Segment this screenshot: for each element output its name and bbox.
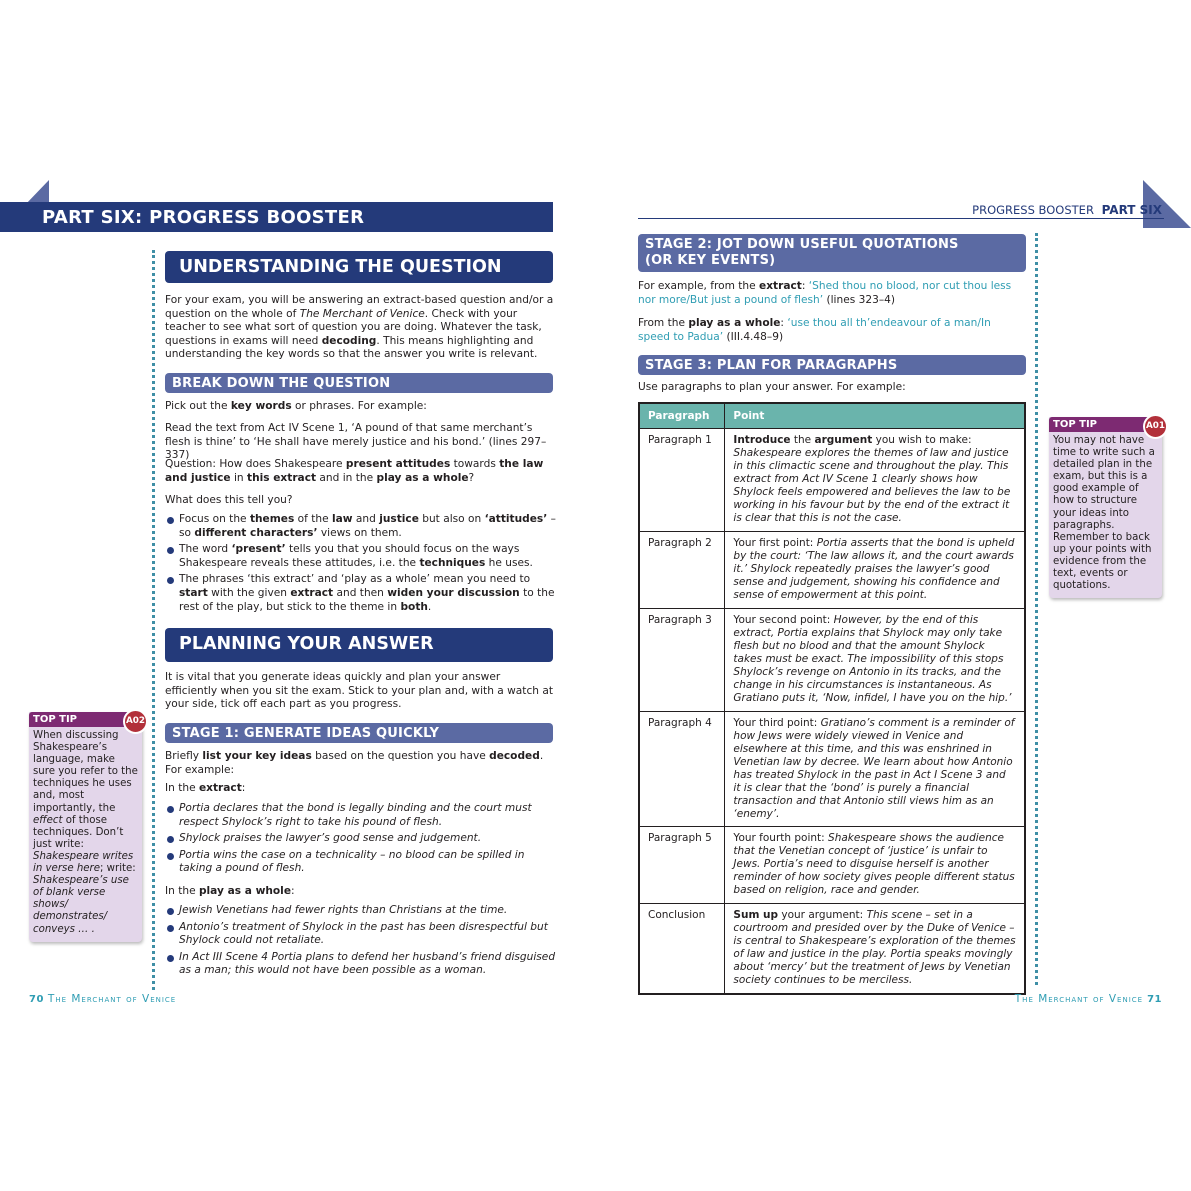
table-row — [639, 904, 1025, 994]
list-item: Portia wins the case on a technicality – no blood can be spilled in taking a pound of flesh. — [165, 849, 557, 876]
footer-left — [29, 993, 176, 1005]
table-row — [639, 712, 1025, 827]
table-header-point: Point — [725, 403, 1025, 429]
footer-book-title: The Merchant of Venice — [1014, 993, 1144, 1005]
table-row — [639, 609, 1025, 712]
list-item: In Act III Scene 4 Portia plans to defend her husband’s friend disguised as a man; this would not have been possible as a woman. — [165, 951, 557, 978]
row-label: Conclusion — [639, 904, 725, 994]
list-item: Portia declares that the bond is legally binding and the court must respect Shylock’s right to take his pound of flesh. — [165, 802, 557, 829]
list-item: The word ‘present’ tells you that you should focus on the ways Shakespeare reveals these attitudes, i.e. the techniques he uses. — [165, 543, 557, 570]
heading-stage-2: STAGE 2: JOT DOWN USEFUL QUOTATIONS (OR KEY EVENTS) — [638, 234, 1026, 272]
table-row — [639, 532, 1025, 609]
stage-1-extract-list — [165, 802, 557, 879]
dotted-rule-left — [152, 250, 155, 990]
page-number: 70 — [29, 994, 44, 1005]
row-label: Paragraph 1 — [639, 429, 725, 532]
dotted-rule-right — [1035, 233, 1038, 985]
stage-1-intro: Briefly list your key ideas based on the question you have decoded. For example: — [165, 750, 544, 776]
row-label: Paragraph 4 — [639, 712, 725, 827]
stage-1-whole-label: In the play as a whole: — [165, 885, 295, 897]
table-header-row — [639, 403, 1025, 429]
row-point: Your second point: However, by the end of this extract, Portia explains that Shylock may only take flesh but no blood and that the amount Shylock takes must be exact. The impossibility of this stops Shylock’s revenge on Antonio in its tracks, and the change in his circumstances is instantaneous. As Gratiano puts it, ‘Now, infidel, I have you on the hip.’ — [725, 609, 1025, 712]
list-item: Focus on the themes of the law and justice but also on ‘attitudes’ – so different characters’ views on them. — [165, 513, 557, 540]
stage-1-whole-list — [165, 904, 557, 981]
heading-break-down: BREAK DOWN THE QUESTION — [165, 373, 553, 393]
break-down-p1: Pick out the key words or phrases. For example: — [165, 400, 427, 412]
list-item: The phrases ‘this extract’ and ‘play as a whole’ mean you need to start with the given extract and then widen your discussion to the rest of the play, but stick to the theme in both. — [165, 573, 557, 614]
row-point: Sum up your argument: This scene – set in a courtroom and presided over by the Duke of Venice – is central to Shakespeare’s exploration of the themes of law and justice in the play. Portia speaks movingly about ‘mercy’ but the treatment of Jews by Venetian society continues to be merciless. — [725, 904, 1025, 994]
heading-planning: PLANNING YOUR ANSWER — [165, 628, 553, 662]
planning-intro: It is vital that you generate ideas quickly and plan your answer efficiently when you sit the exam. Stick to your plan and, with a watch at your side, tick off each part as you progress. — [165, 671, 553, 711]
top-tip-header: TOP TIP A02 — [29, 712, 142, 727]
row-point: Your first point: Portia asserts that the bond is upheld by the court: ‘The law allows it, and the court awards it.’ Shylock repeatedly praises the lawyer’s good sense and judgement, showing his confidence and sense of empowerment at this point. — [725, 532, 1025, 609]
a01-badge-icon: A01 — [1143, 414, 1168, 439]
plan-table — [638, 402, 1026, 995]
footer-right — [900, 993, 1162, 1005]
top-tip-header: TOP TIP A01 — [1049, 417, 1162, 432]
list-item: Shylock praises the lawyer’s good sense and judgement. — [165, 832, 557, 846]
break-down-question: Question: How does Shakespeare present attitudes towards the law and justice in this extract and in the play as a whole? — [165, 458, 544, 484]
table-row — [639, 429, 1025, 532]
list-item: Antonio’s treatment of Shylock in the past has been disrespectful but Shylock could not retaliate. — [165, 921, 557, 948]
stage-1-extract-label: In the extract: — [165, 782, 246, 794]
a02-badge-icon: A02 — [123, 709, 148, 734]
running-head: PROGRESS BOOSTER PART SIX — [972, 203, 1162, 217]
heading-understanding: UNDERSTANDING THE QUESTION — [165, 251, 553, 283]
page-number: 71 — [1147, 994, 1162, 1005]
row-point: Your third point: Gratiano’s comment is a reminder of how Jews were widely viewed in Venice and elsewhere at this time, and this was enshrined in Venetian law by decree. We learn about how Antonio has treated Shylock in the past in Act I Scene 3 and it is clear that the ‘bond’ is purely a financial transaction and that Antonio still views him as an ‘enemy’. — [725, 712, 1025, 827]
break-down-p2: Read the text from Act IV Scene 1, ‘A pound of that same merchant’s flesh is thine’ to ‘He shall have merely justice and his bond.’ (lines 297–337) — [165, 422, 547, 462]
stage-2-p1: For example, from the extract: ‘Shed thou no blood, nor cut thou less nor more/But just a pound of flesh’ (lines 323–4) — [638, 280, 1012, 306]
row-label: Paragraph 5 — [639, 827, 725, 904]
break-down-tell: What does this tell you? — [165, 494, 293, 506]
footer-book-title: The Merchant of Venice — [47, 993, 177, 1005]
stage-3-intro: Use paragraphs to plan your answer. For example: — [638, 381, 906, 393]
stage-2-p2: From the play as a whole: ‘use thou all th’endeavour of a man/In speed to Padua’ (III.4.48–9) — [638, 317, 991, 343]
table-header-paragraph: Paragraph — [639, 403, 725, 429]
list-item: Jewish Venetians had fewer rights than Christians at the time. — [165, 904, 557, 918]
row-point: Your fourth point: Shakespeare shows the audience that the Venetian concept of ‘justice’ is unfair to Jews. Portia’s need to disguise herself is another reminder of how society gives people different status based on religion, race and gender. — [725, 827, 1025, 904]
row-label: Paragraph 3 — [639, 609, 725, 712]
break-down-bullets — [165, 513, 557, 617]
row-point: Introduce the argument you wish to make: Shakespeare explores the themes of law and justice in this climactic scene and throughout the play. This extract from Act IV Scene 1 clearly shows how Shylock feels empowered and believes the law to be working in his favour but by the end of the extract it is clear that this is not the case. — [725, 429, 1025, 532]
row-label: Paragraph 2 — [639, 532, 725, 609]
section-title-bar — [0, 202, 553, 232]
heading-stage-3: STAGE 3: PLAN FOR PARAGRAPHS — [638, 355, 1026, 375]
heading-stage-1: STAGE 1: GENERATE IDEAS QUICKLY — [165, 723, 553, 743]
running-head-rule — [638, 218, 1164, 219]
top-tip-a02 — [29, 712, 146, 942]
understanding-intro: For your exam, you will be answering an extract-based question and/or a question on the whole of The Merchant of Venice. Check with your teacher to see what sort of question you are doing. Whatever the task, questions in exams will need decoding. This means highlighting and understanding the key words so that the answer you write is relevant. — [165, 294, 554, 361]
top-tip-text: When discussing Shakespeare’s language, make sure you refer to the techniques he uses and, most importantly, the effect of those techniques. Don’t just write: Shakespeare writes in verse here; write: Shakespeare’s use of blank verse shows/ demonstrates/ conveys … . — [33, 730, 138, 935]
top-tip-text: You may not have time to write such a detailed plan in the exam, but this is a good example of how to structure your ideas into paragraphs. Remember to back up your points with evidence from the text, events or quotations. — [1053, 435, 1155, 592]
top-tip-a01 — [1049, 417, 1166, 598]
section-title: PART SIX: PROGRESS BOOSTER — [42, 207, 365, 228]
table-row — [639, 827, 1025, 904]
